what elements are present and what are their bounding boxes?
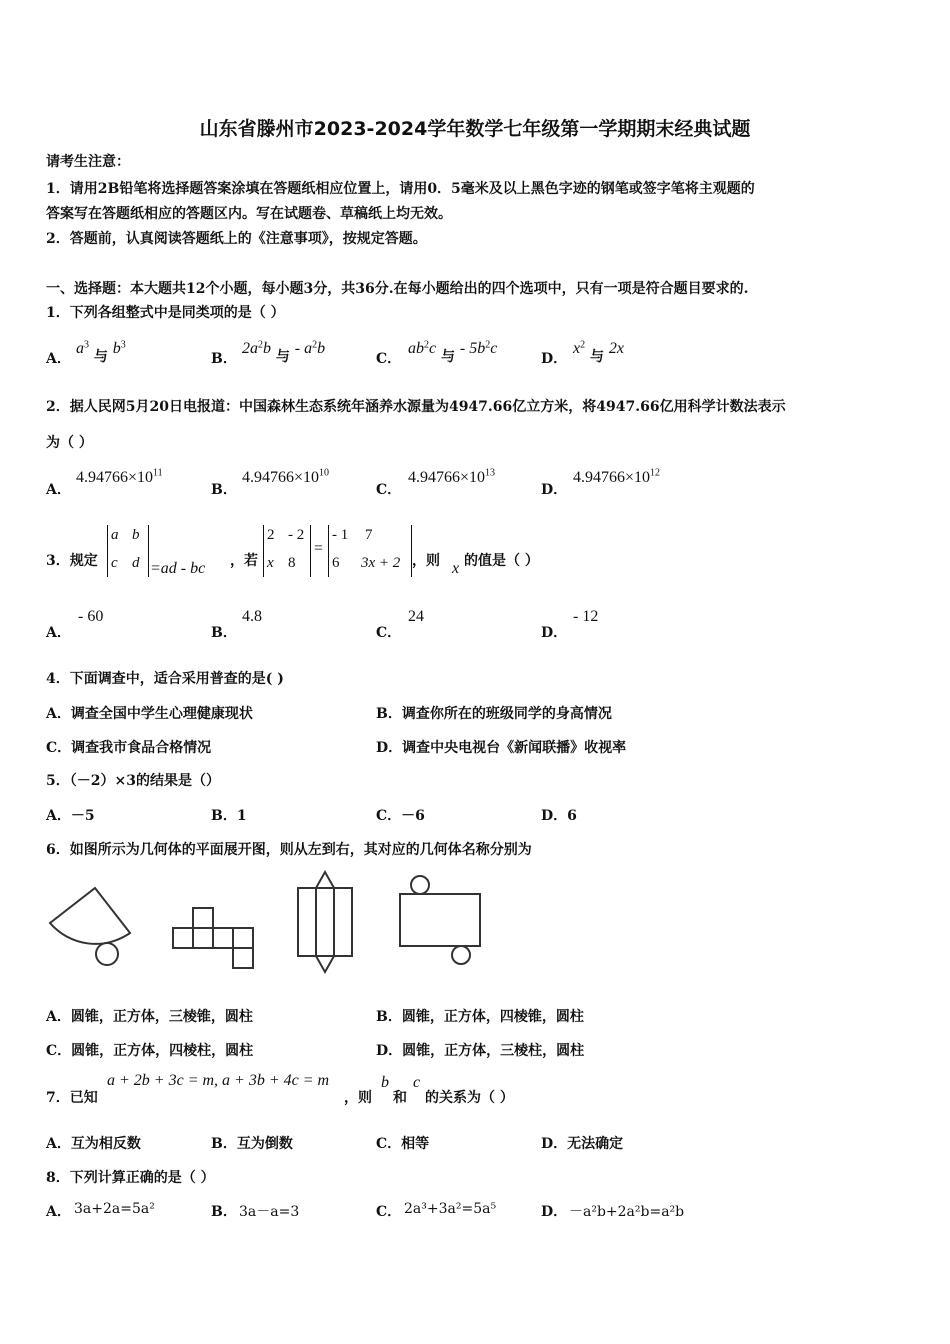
q7-prefix: 7．已知 [46,1090,98,1106]
q8-option-d-label: D． [541,1204,568,1220]
page-title: 山东省滕州市2023-2024学年数学七年级第一学期期末经典试题 [199,118,751,140]
q1-option-c-label: C． [376,351,402,367]
q6-stem: 6．如图所示为几何体的平面展开图，则从左到右，其对应的几何体名称分别为 [46,842,532,858]
q1-option-a: $a^3$ 与 $b^3$ [76,339,126,365]
q5-option-c: C．－6 [376,808,425,824]
q1-option-b: $2a^2b$ 与 - $a^2b$ [242,339,326,365]
q2-option-b: $4.94766\times 10^{10}$ [242,467,330,486]
q1-stem: 1．下列各组整式中是同类项的是（ ） [46,305,285,321]
q5-stem: 5．（－2）×3的结果是（） [46,773,220,789]
q7-option-d: D．无法确定 [541,1136,624,1152]
q7-he: 和 [393,1090,407,1106]
q3-variable: x [452,560,460,577]
q4-stem: 4．下面调查中，适合采用普查的是( ) [46,671,284,687]
q2-option-b-label: B． [211,482,237,498]
q4-option-d: D．调查中央电视台《新闻联播》收视率 [376,740,627,756]
q3-option-d-label: D． [541,625,568,641]
q4-option-b: B．调查你所在的班级同学的身高情况 [376,706,612,722]
q3-option-c: 24 [408,608,424,625]
section-heading: 一、选择题：本大题共12个小题，每小题3分，共36分.在每小题给出的四个选项中，只有一项是符合题目要求的. [46,281,749,297]
q3-ze: ，则 [412,553,440,569]
q5-option-b: B．1 [211,808,247,824]
q6-option-b: B．圆锥，正方体，四棱锥，圆柱 [376,1009,584,1025]
q7-option-b: B．互为倒数 [211,1136,293,1152]
q3-option-d: - 12 [573,608,599,625]
q3-tail: 的值是（ ） [464,553,539,569]
q2-option-c-label: C． [376,482,402,498]
q1-option-d: $x^2$ 与 2x [573,339,624,365]
q2-option-d-label: D． [541,482,568,498]
q1-option-d-label: D． [541,351,568,367]
prism-net [298,872,352,972]
q8-option-a-label: A． [46,1204,71,1220]
q3-option-c-label: C． [376,625,402,641]
q3-definition: =ad - bc [150,560,206,577]
q3-option-b-label: B． [211,625,237,641]
q6-option-d: D．圆锥，正方体，三棱柱，圆柱 [376,1043,585,1059]
cone-net [50,888,130,965]
q1-option-b-label: B． [211,351,237,367]
q2-stem-2: 为（ ） [46,435,93,451]
notice-line-2: 2．答题前，认真阅读答题纸上的《注意事项》，按规定答题。 [46,231,427,247]
q8-option-a: 3a+2a=5a² [74,1201,155,1217]
q7-c: c [413,1074,421,1091]
q8-option-b: 3a－a=3 [239,1204,300,1220]
q8-stem: 8．下列计算正确的是（ ） [46,1170,215,1186]
q6-nets-figure [40,868,500,978]
q2-stem: 2．据人民网5月20日电报道：中国森林生态系统年涵养水源量为4947.66亿立方米，将4947.66亿用科学计数法表示 [46,399,786,415]
q8-option-b-label: B． [211,1204,237,1220]
q3-definition-determinant: a b c d [107,525,149,577]
q3-prefix: 3．规定 [46,553,98,569]
q7-expression: a + 2b + 3c = m, a + 3b + 4c = m [107,1072,330,1089]
q7-option-a: A．互为相反数 [46,1136,141,1152]
cylinder-net [400,876,480,964]
q8-option-c: 2a³+3a²=5a⁵ [404,1201,497,1217]
q3-ruo: ，若 [230,553,258,569]
q4-option-a: A．调查全国中学生心理健康现状 [46,706,253,722]
q6-option-a: A．圆锥，正方体，三棱锥，圆柱 [46,1009,253,1025]
q1-option-c: $ab^2c$ 与 - $5b^2c$ [408,339,498,365]
q8-option-d: －a²b+2a²b=a²b [569,1204,685,1220]
q5-option-a: A．－5 [46,808,95,824]
q2-option-c: $4.94766\times 10^{13}$ [408,467,496,486]
q3-option-b: 4.8 [242,608,262,625]
notice-line-1: 1．请用2B铅笔将选择题答案涂填在答题纸相应位置上，请用0．5毫米及以上黑色字迹的钢笔或签字笔将主观题的 [46,181,755,197]
q2-option-a-label: A． [46,482,71,498]
q2-option-d: $4.94766\times 10^{12}$ [573,467,661,486]
cube-net [173,908,253,968]
q2-option-a: $4.94766\times 10^{11}$ [76,467,163,486]
q8-option-c-label: C． [376,1204,402,1220]
q7-tail: 的关系为（ ） [425,1090,514,1106]
q3-left-determinant: 2 - 2 x 8 [263,525,311,577]
q7-option-c: C．相等 [376,1136,430,1152]
q3-option-a: - 60 [78,608,104,625]
q3-equals: = [314,540,324,557]
q5-option-d: D．6 [541,808,577,824]
q3-option-a-label: A． [46,625,71,641]
q6-option-c: C．圆锥，正方体，四棱柱，圆柱 [46,1043,254,1059]
q7-ze: ，则 [344,1090,372,1106]
q3-right-determinant: - 1 7 6 3x + 2 [328,525,412,577]
q1-option-a-label: A． [46,351,71,367]
notice-heading: 请考生注意： [46,154,130,170]
q7-b: b [381,1074,389,1091]
notice-line-1b: 答案写在答题纸相应的答题区内。写在试题卷、草稿纸上均无效。 [46,206,452,222]
q4-option-c: C．调查我市食品合格情况 [46,740,212,756]
